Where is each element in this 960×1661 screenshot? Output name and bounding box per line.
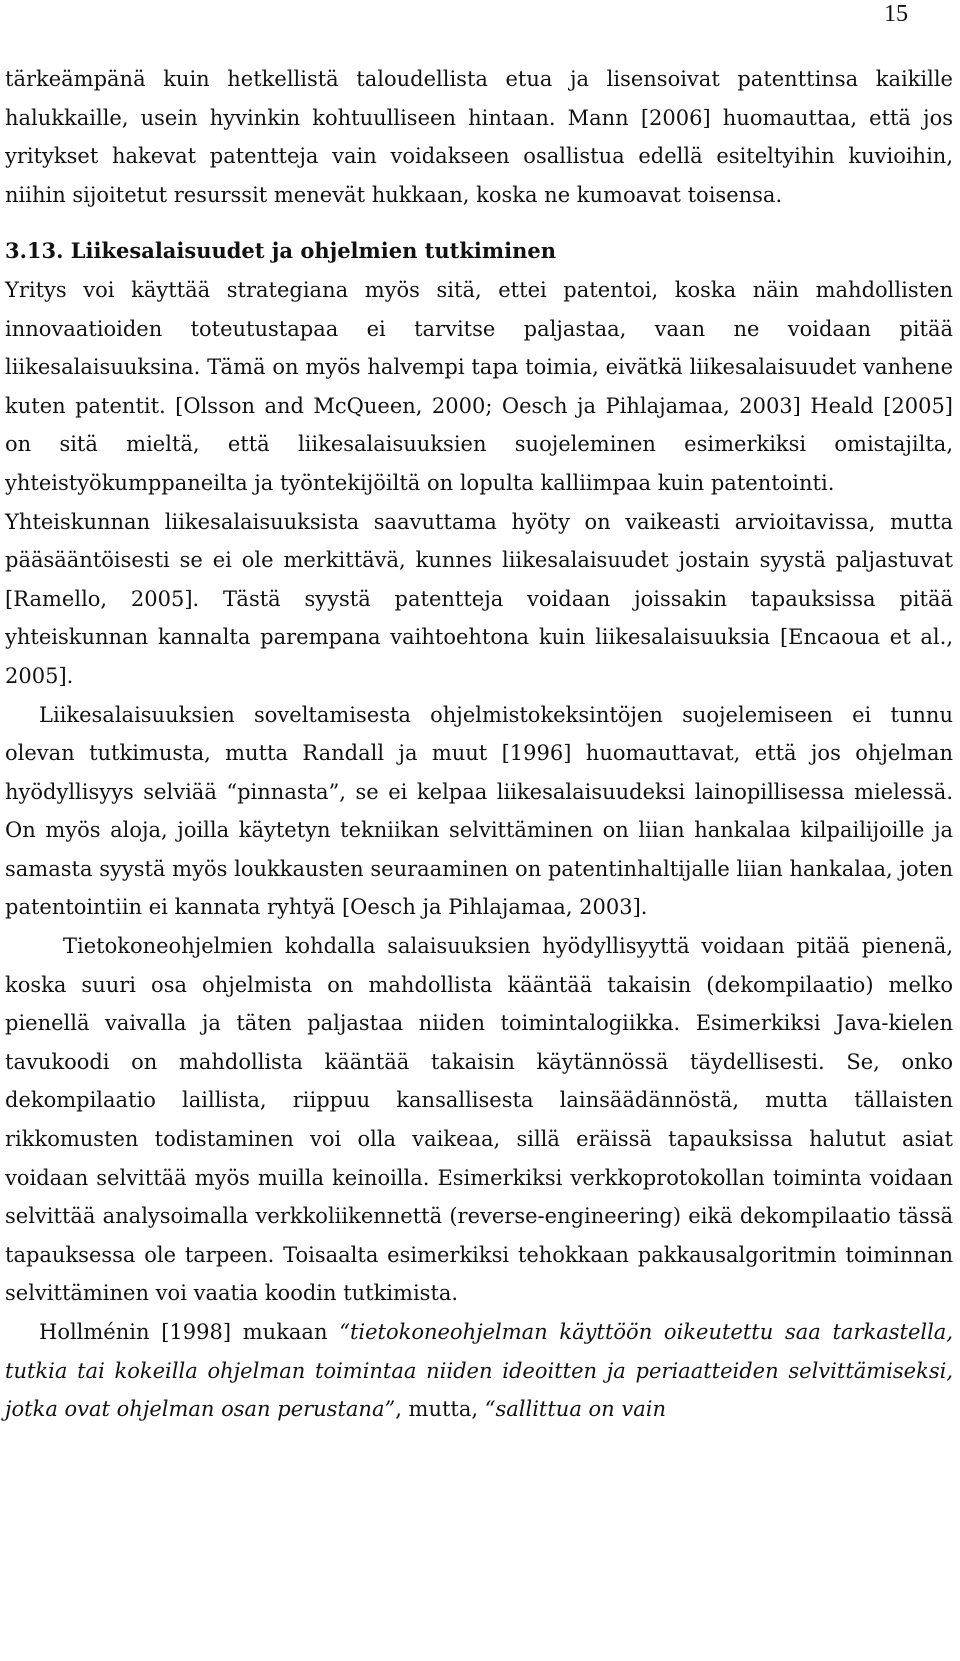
quotation: “tietokoneohjelman käyttöön oikeutettu saa tarkastella, tutkia tai kokeilla ohjelman toimintaa niiden ideoitten ja periaatteiden selvittämiseksi, jotka ovat ohjelman osan perustana”	[5, 1320, 953, 1422]
page-number: 15	[884, 1, 908, 27]
paragraph: Tietokoneohjelmien kohdalla salaisuuksien hyödyllisyyttä voidaan pitää pienenä, koska suuri osa ohjelmista on mahdollista kääntää takaisin (dekompilaatio) melko pienellä vaivalla ja täten paljastaa niiden toimintalogiikka. Esimerkiksi Java-kielen tavukoodi on mahdollista kääntää takaisin käytännössä täydellisesti. Se, onko dekompilaatio laillista, riippuu kansallisesta lainsäädännöstä, mutta tällaisten rikkomusten todistaminen voi olla vaikeaa, sillä eräissä tapauksissa halutut asiat voidaan selvittää myös muilla keinoilla. Esimerkiksi verkkoprotokollan toiminta voidaan selvittää analysoimalla verkkoliikennettä (reverse-engineering) eikä dekompilaatio tässä tapauksessa ole tarpeen. Toisaalta esimerkiksi tehokkaan pakkausalgoritmin toiminnan selvittäminen voi vaatia koodin tutkimista.	[5, 934, 953, 1306]
quotation: “sallittua on vain	[484, 1397, 666, 1422]
paragraph-text: , mutta,	[395, 1397, 485, 1422]
document-body	[5, 60, 953, 1429]
paragraph: Liikesalaisuuksien soveltamisesta ohjelmistokeksintöjen suojelemiseen ei tunnu olevan tutkimusta, mutta Randall ja muut [1996] huomauttavat, että jos ohjelman hyödyllisyys selviää “pinnasta”, se ei kelpaa liikesalaisuudeksi lainopillisessa mielessä. On myös aloja, joilla käytetyn tekniikan selvittäminen on liian hankalaa kilpailijoille ja samasta syystä myös loukkausten seuraaminen on patentinhaltijalle liian hankalaa, joten patentointiin ei kannata ryhtyä [Oesch ja Pihlajamaa, 2003].	[5, 702, 953, 920]
paragraph-lead: Hollménin [1998] mukaan	[39, 1320, 340, 1344]
section-heading: 3.13. Liikesalaisuudet ja ohjelmien tutkiminen	[5, 238, 556, 264]
paragraph	[5, 1313, 953, 1429]
paragraph: Yritys voi käyttää strategiana myös sitä, ettei patentoi, koska näin mahdollisten innovaatioiden toteutustapaa ei tarvitse paljastaa, vaan ne voidaan pitää liikesalaisuuksina. Tämä on myös halvempi tapa toimia, eivätkä liikesalaisuudet vanhene kuten patentit. [Olsson and McQueen, 2000; Oesch ja Pihlajamaa, 2003] Heald [2005] on sitä mieltä, että liikesalaisuuksien suojeleminen esimerkiksi omistajilta, yhteistyökumppaneilta ja työntekijöiltä on lopulta kalliimpaa kuin patentointi.	[5, 277, 953, 495]
paragraph: Yhteiskunnan liikesalaisuuksista saavuttama hyöty on vaikeasti arvioitavissa, mutta pääsääntöisesti se ei ole merkittävä, kunnes liikesalaisuudet jostain syystä paljastuvat [Ramello, 2005]. Tästä syystä patentteja voidaan joissakin tapauksissa pitää yhteiskunnan kannalta parempana vaihtoehtona kuin liikesalaisuuksia [Encaoua et al., 2005].	[5, 509, 953, 688]
paragraph: tärkeämpänä kuin hetkellistä taloudellista etua ja lisensoivat patenttinsa kaikille halukkaille, usein hyvinkin kohtuulliseen hintaan. Mann [2006] huomauttaa, että jos yritykset hakevat patentteja vain voidakseen osallistua edellä esiteltyihin kuvioihin, niihin sijoitetut resurssit menevät hukkaan, koska ne kumoavat toisensa.	[5, 67, 953, 207]
